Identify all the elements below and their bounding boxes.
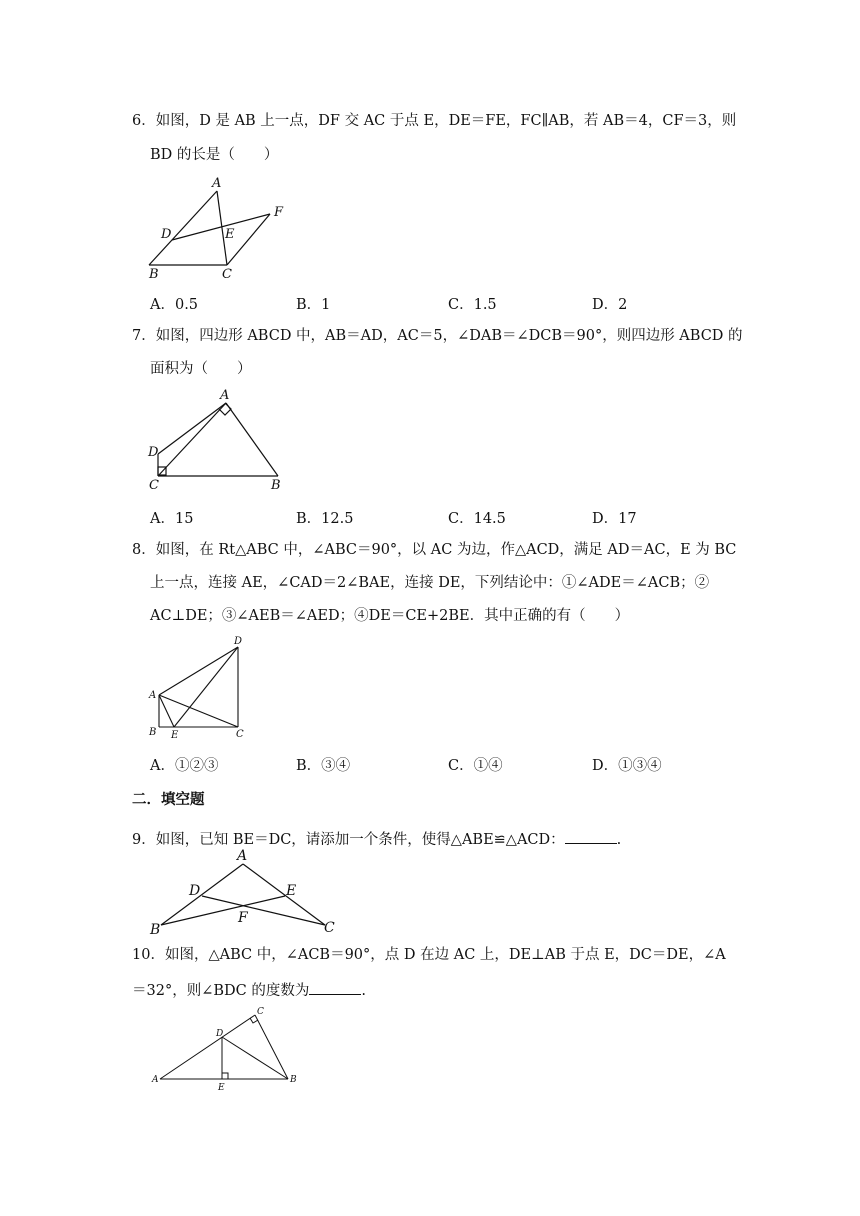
q6-label-d: D [161, 227, 172, 242]
q7-label-d: D [148, 445, 159, 460]
q10-segment-ac [160, 1015, 255, 1079]
q6-option-a[interactable]: A．0.5 [150, 297, 199, 313]
q6-label-b: B [149, 267, 159, 282]
q9-answer-blank[interactable] [565, 829, 617, 844]
q8-option-d[interactable]: D．①③④ [592, 758, 662, 774]
q8-label-c: C [236, 729, 244, 740]
q8-options [150, 754, 750, 774]
q8-option-b[interactable]: B．③④ [296, 758, 351, 774]
q6-label-a: A [212, 176, 222, 191]
q7-segment-ca [158, 403, 226, 476]
q10-text: ＝32°，则∠BDC 的度数为 [132, 983, 310, 999]
q10-label-d: D [216, 1029, 224, 1039]
q10-figure [140, 1004, 310, 1099]
q10-segment-db [222, 1037, 288, 1079]
q7-label-c: C [149, 478, 159, 493]
q6-label-c: C [222, 267, 232, 282]
q8-label-d: D [234, 636, 243, 647]
q6-options [150, 293, 750, 313]
q8-segment-ad [159, 647, 238, 695]
q7-option-b[interactable]: B．12.5 [296, 511, 354, 527]
q8-line-1: 8．如图，在 Rt△ABC 中，∠ABC＝90°，以 AC 为边，作△ACD，满足 AD＝AC，E 为 BC [132, 542, 737, 558]
q9-label-c: C [324, 920, 335, 936]
q8-option-c[interactable]: C．①④ [448, 758, 503, 774]
q9-label-f: F [238, 910, 248, 926]
q7-option-a[interactable]: A．15 [150, 511, 194, 527]
q8-segment-ac [159, 695, 238, 727]
q9-label-e: E [286, 883, 297, 899]
section-heading-fill-in: 二．填空题 [132, 792, 205, 808]
q7-option-c[interactable]: C．14.5 [448, 511, 506, 527]
q9-text: 9．如图，已知 BE＝DC，请添加一个条件，使得△ABE≌△ACD： [132, 832, 565, 848]
q6-option-b[interactable]: B．1 [296, 297, 331, 313]
q7-label-a: A [220, 388, 230, 403]
q7-label-b: B [271, 478, 281, 493]
q9-label-b: B [150, 922, 161, 938]
q6-figure [140, 170, 300, 285]
q10-label-b: B [290, 1075, 297, 1085]
q7-line-2: 面积为（ ） [150, 361, 252, 377]
q7-line-1: 7．如图，四边形 ABCD 中，AB＝AD，AC＝5，∠DAB＝∠DCB＝90°，则四边形 ABCD 的 [132, 328, 743, 344]
q8-segment-ed [174, 647, 238, 727]
q9-label-d: D [189, 883, 201, 899]
q10-line-1: 10．如图，△ABC 中，∠ACB＝90°，点 D 在边 AC 上，DE⊥AB 于点 E，DC＝DE，∠A [132, 947, 726, 963]
q10-right-angle-e [222, 1073, 228, 1079]
q6-label-e: E [225, 227, 235, 242]
q8-label-b: B [149, 727, 157, 738]
q10-segment-cb [255, 1015, 288, 1079]
q6-line-1: 6．如图，D 是 AB 上一点，DF 交 AC 于点 E，DE＝FE，FC∥AB，若 AB＝4，CF＝3，则 [132, 113, 737, 129]
q6-option-d[interactable]: D．2 [592, 297, 628, 313]
q7-segment-da [158, 403, 226, 454]
q10-end: . [361, 983, 366, 999]
q7-figure [140, 385, 300, 495]
q10-label-a: A [152, 1075, 159, 1085]
q8-line-2: 上一点，连接 AE，∠CAD＝2∠BAE，连接 DE，下列结论中：①∠ADE＝∠ACB；② [150, 575, 710, 591]
q9-label-a: A [237, 848, 248, 864]
q8-label-a: A [149, 690, 157, 701]
q10-answer-blank[interactable] [309, 980, 361, 995]
q7-options [150, 507, 750, 527]
q6-line-2: BD 的长是（ ） [150, 147, 279, 163]
q9-end: . [616, 832, 622, 848]
q8-figure [140, 632, 260, 744]
q10-line-2 [132, 980, 366, 1001]
q10-label-c: C [257, 1007, 264, 1017]
q9-figure [140, 842, 350, 937]
q6-option-c[interactable]: C．1.5 [448, 297, 497, 313]
q8-option-a[interactable]: A．①②③ [150, 758, 219, 774]
q7-segment-ab [226, 403, 278, 476]
q10-label-e: E [218, 1083, 225, 1093]
q8-label-e: E [171, 730, 179, 741]
q7-option-d[interactable]: D．17 [592, 511, 637, 527]
q6-label-f: F [274, 205, 284, 220]
q6-segment-ab [149, 191, 217, 265]
q8-line-3: AC⊥DE；③∠AEB＝∠AED；④DE＝CE+2BE．其中正确的有（ ） [150, 608, 630, 624]
